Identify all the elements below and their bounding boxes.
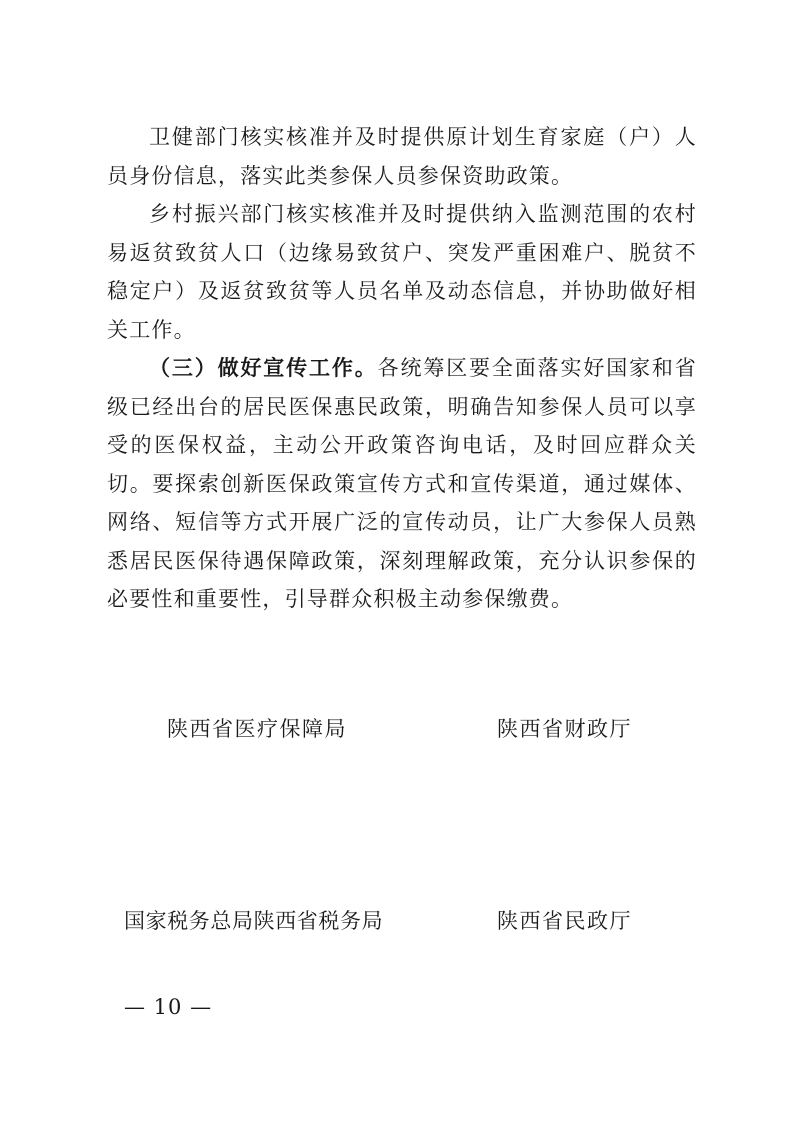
- signature-finance-department: 陕西省财政厅: [497, 717, 632, 741]
- paragraph-text: 各统筹区要全面落实好国家和省级已经出台的居民医保惠民政策，明确告知参保人员可以享受的医保权益，主动公开政策咨询电话，及时回应群众关切。要探索创新医保政策宣传方式和宣传渠道，通过媒体、网络、短信等方式开展广泛的宣传动员，让广大参保人员熟悉居民医保待遇保障政策，深刻理解政策，充分认识参保的必要性和重要性，引导群众积极主动参保缴费。: [107, 356, 697, 611]
- paragraph-text: 卫健部门核实核准并及时提供原计划生育家庭（户）人员身份信息，落实此类参保人员参保资助政策。: [107, 125, 697, 188]
- page-number: — 10 —: [124, 995, 213, 1019]
- paragraph-text: 乡村振兴部门核实核准并及时提供纳入监测范围的农村易返贫致贫人口（边缘易致贫户、突发严重困难户、脱贫不稳定户）及返贫致贫等人员名单及动态信息，并协助做好相关工作。: [107, 202, 697, 342]
- signature-tax-bureau: 国家税务总局陕西省税务局: [124, 909, 384, 933]
- paragraph-health-commission: [107, 118, 697, 195]
- signature-medical-security-bureau: 陕西省医疗保障局: [167, 717, 347, 741]
- signature-civil-affairs-department: 陕西省民政厅: [497, 909, 632, 933]
- paragraph-publicity: [107, 349, 697, 619]
- section-heading: （三）做好宣传工作。: [149, 355, 378, 380]
- document-body: [107, 118, 697, 619]
- paragraph-rural-revitalization: [107, 195, 697, 349]
